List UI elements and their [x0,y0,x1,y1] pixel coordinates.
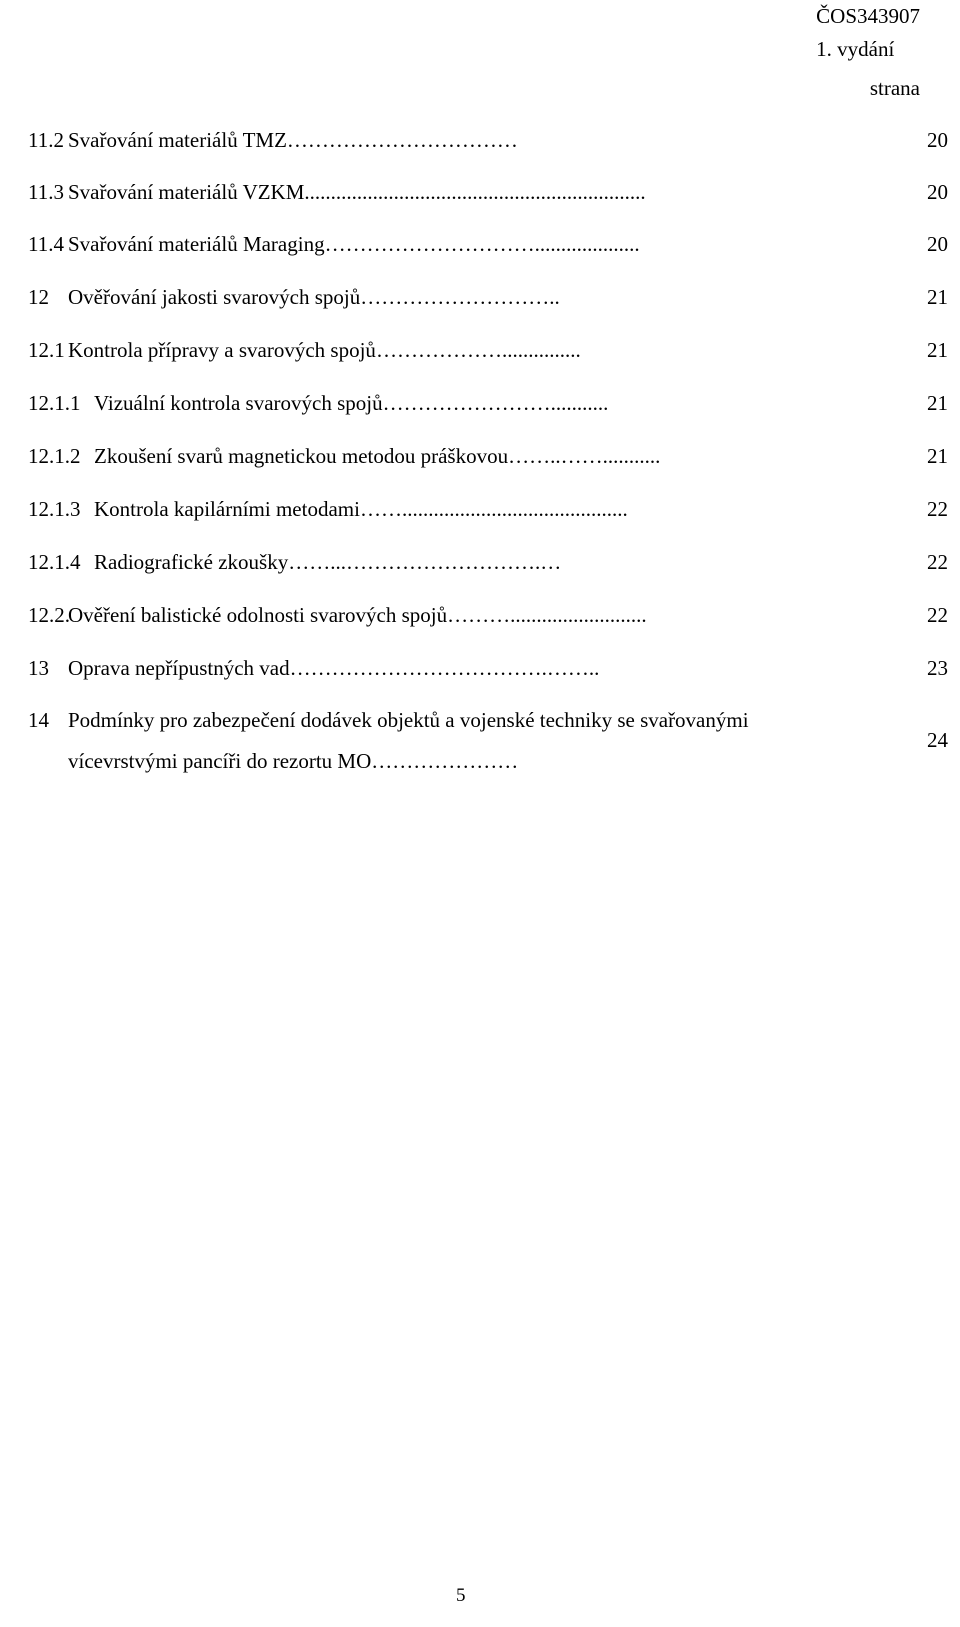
edition-label: 1. vydání [816,37,895,61]
toc-leader: ……………………………….…….. [289,656,600,680]
toc-entry-title: Ověřování jakosti svarových spojů……………………….. [68,285,560,309]
toc-entry-title: Vizuální kontrola svarových spojů……………………........... [94,391,609,415]
toc-leader: ………………… [371,749,519,773]
toc-entry-number: 11.3 [28,180,64,204]
toc-entry-page: 20 [927,128,948,152]
toc-entry-number: 11.2 [28,128,64,152]
toc-entry-number: 12.1.1 [28,391,81,415]
toc-entry-page: 21 [927,391,948,415]
page-column-label: strana [869,76,920,100]
toc-entry-page: 22 [927,603,948,627]
toc-leader: ……...……………………….… [288,550,562,574]
toc-entry-number: 12.1.2 [28,444,81,468]
toc-entry-page: 24 [927,728,948,752]
toc-entry-number: 11.4 [28,232,64,256]
toc-leader: ………………………….................... [324,232,640,256]
toc-entry-number: 12.1.4 [28,550,81,574]
toc-entry-page: 20 [927,232,948,256]
toc-leader: ................................................................. [304,180,646,204]
toc-entry-title: Oprava nepřípustných vad……………………………….…….. [68,656,600,680]
toc-leader: ……………………….. [360,285,560,309]
toc-entry-page: 21 [927,444,948,468]
toc-entry-number: 14 [28,708,49,732]
toc-entry-number: 12.2. [28,603,70,627]
toc-entry-title: Ověření balistické odolnosti svarových spojů……….......................... [68,603,647,627]
toc-entry-page: 20 [927,180,948,204]
toc-leader: …………………………… [286,128,518,152]
document-header [816,0,920,66]
toc-entry-number: 12.1.3 [28,497,81,521]
toc-leader: ……........................................... [359,497,628,521]
toc-entry-page: 21 [927,338,948,362]
toc-leader: ………………............... [375,338,581,362]
toc-entry-title: Zkoušení svarů magnetickou metodou práškovou……..……........... [94,444,661,468]
toc-entry-title: Kontrola přípravy a svarových spojů………………............... [68,338,581,362]
toc-entry-page: 22 [927,497,948,521]
toc-leader: ……………………........... [382,391,609,415]
toc-entry-page: 22 [927,550,948,574]
toc-entry-page: 21 [927,285,948,309]
toc-entry-title: Podmínky pro zabezpečení dodávek objektů a vojenské techniky se svařovanými vícevrstvými pancíři do rezortu MO………………… [68,708,749,773]
toc-entry [28,700,948,790]
toc-entry-number: 13 [28,656,49,680]
toc-leader: ……..……........... [508,444,661,468]
toc-leader: ……….......................... [447,603,647,627]
document-number: ČOS343907 [816,4,920,28]
toc-entry-title: Kontrola kapilárními metodami……........................................... [94,497,628,521]
toc-entry-title: Svařování materiálů TMZ…………………………… [68,128,518,152]
toc-entry-number: 12.1 [28,338,65,362]
toc-entry-title: Svařování materiálů Maraging………………………….................... [68,232,640,256]
toc-entry-title: Svařování materiálů VZKM................................................................. [68,180,646,204]
page-number: 5 [456,1585,466,1606]
toc-entry-number: 12 [28,285,49,309]
toc-entry-title: Radiografické zkoušky……...……………………….… [94,550,562,574]
toc-entry-page: 23 [927,656,948,680]
